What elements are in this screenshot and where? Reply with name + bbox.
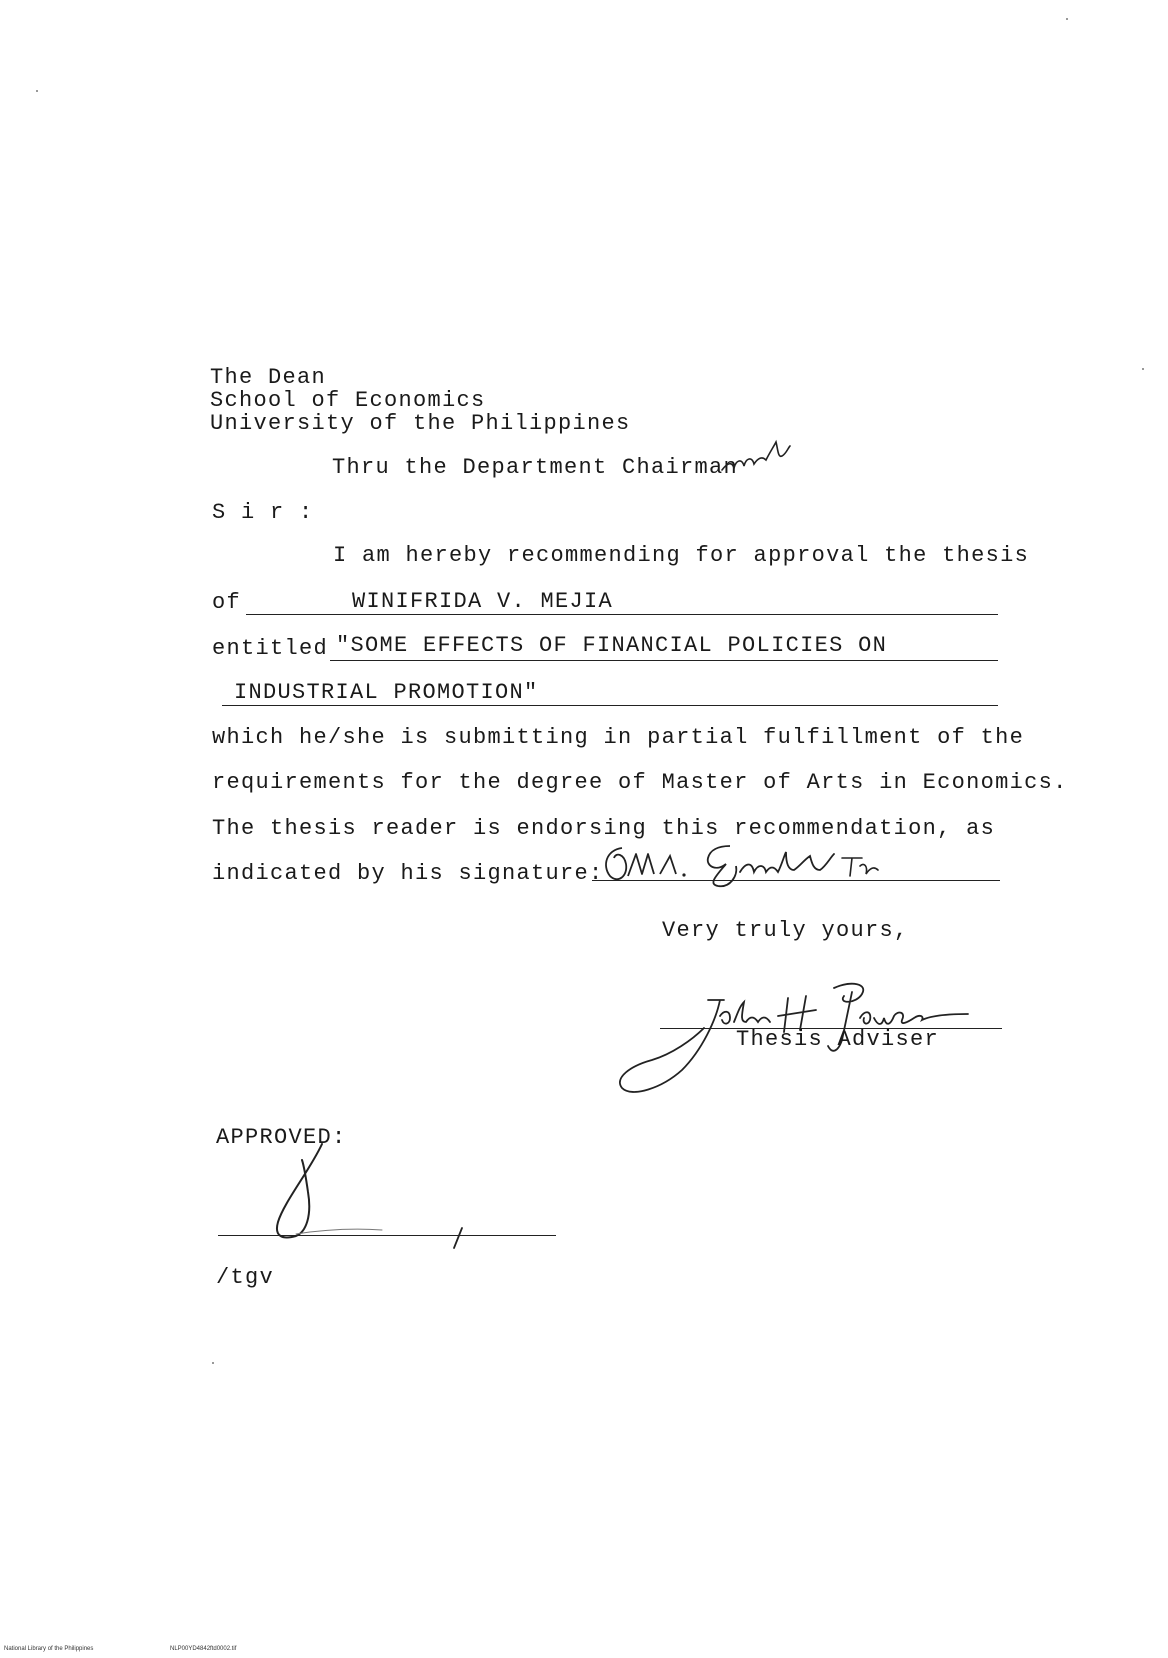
student-name-underline [246,614,998,615]
scan-speck [1142,368,1144,370]
thesis-title-line-1: "SOME EFFECTS OF FINANCIAL POLICIES ON [336,633,888,658]
body-line-a: which he/she is submitting in partial fulfillment of the [212,725,1025,750]
body-line-c: The thesis reader is endorsing this recommendation, as [212,816,996,841]
footer-file-name: NLP00YD4842ftd0002.tif [170,1646,237,1652]
addressee-line-2: School of Economics [210,388,486,413]
body-intro: I am hereby recommending for approval the thesis [333,543,1030,568]
entitled-label: entitled [212,636,329,661]
title-underline-1 [330,660,998,661]
addressee-line-1: The Dean [210,365,327,390]
scan-speck [1066,18,1068,20]
closing: Very truly yours, [662,918,909,943]
salutation: S i r : [212,500,314,525]
footer-library-name: National Library of the Philippines [4,1646,94,1652]
approval-signature [262,1140,482,1250]
scan-speck [212,1362,214,1364]
thru-line: Thru the Department Chairman [332,455,739,480]
student-name: WINIFRIDA V. MEJIA [352,589,614,614]
addressee-line-3: University of the Philippines [210,411,631,436]
body-line-b: requirements for the degree of Master of Arts in Economics. [212,770,1068,795]
scan-speck [36,90,38,92]
typist-initials: /tgv [216,1265,275,1290]
approved-label: APPROVED: [216,1125,347,1150]
adviser-title: Thesis Adviser [736,1027,940,1052]
reader-signature [598,836,918,896]
of-label: of [212,590,242,615]
chairman-initials-signature [718,432,808,482]
thesis-title-line-2: INDUSTRIAL PROMOTION" [234,680,539,705]
body-line-d: indicated by his signature: [212,861,604,886]
title-underline-2 [222,705,998,706]
